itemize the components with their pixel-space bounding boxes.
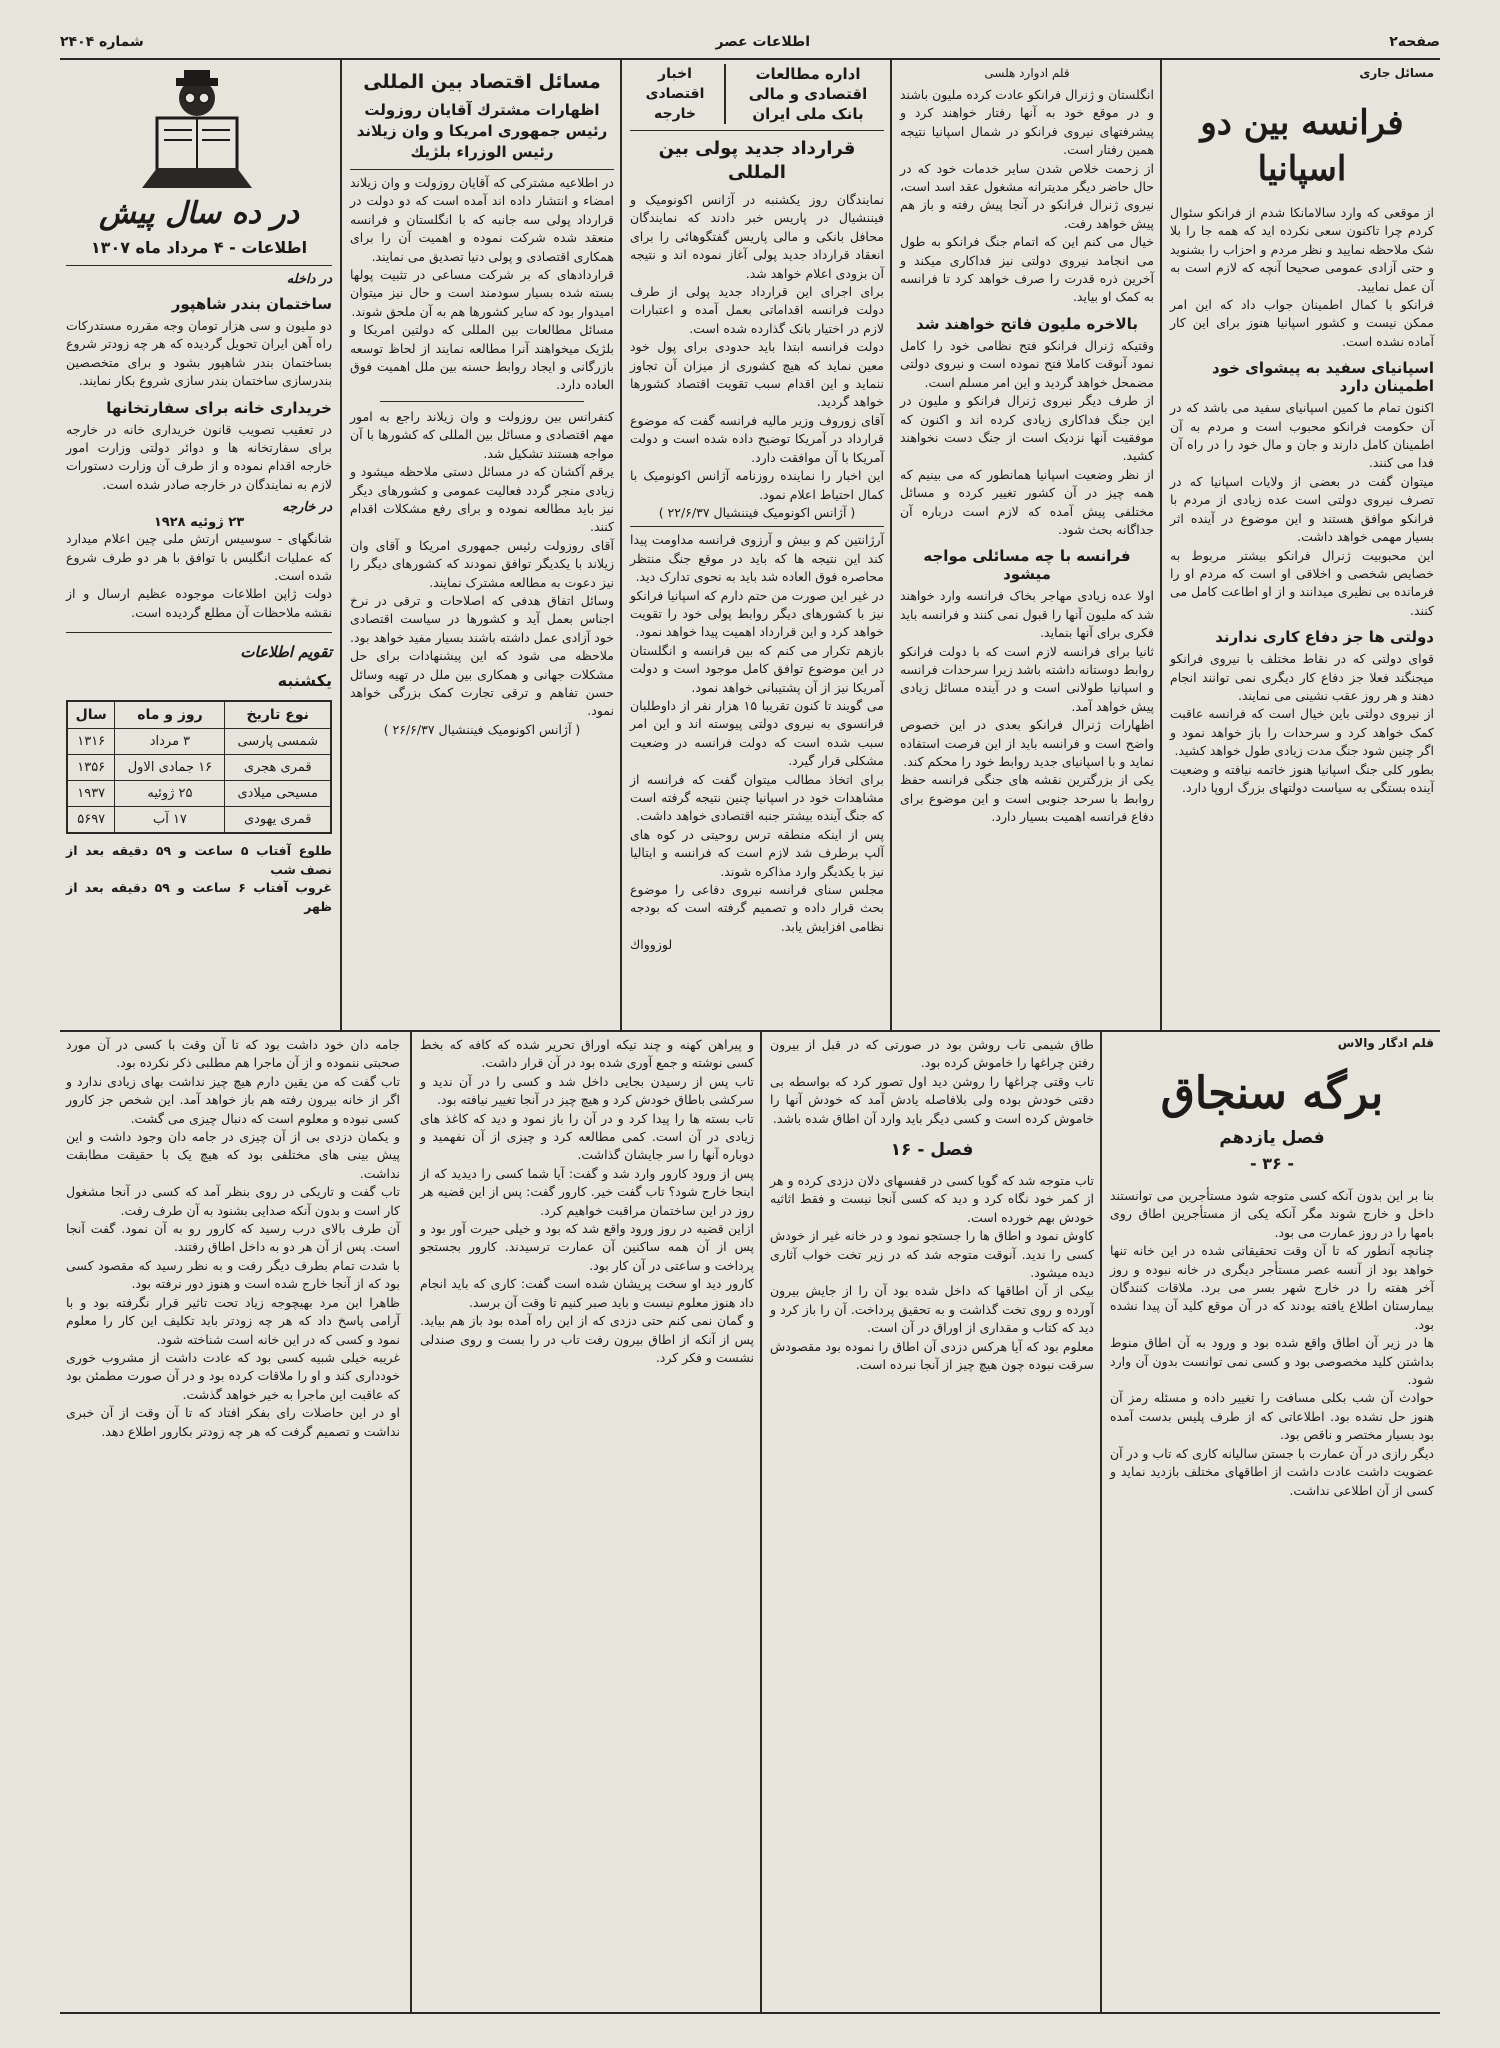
article-paragraph: برای اتخاذ مطالب میتوان گفت که فرانسه از مشاهدات خود در اسپانیا چنین نتیجه گرفته است که جنگ آینده بیشتر جنبه اقتصادی خواهد داشت. bbox=[630, 771, 884, 824]
serial-title: برگه سنجاق bbox=[1160, 1068, 1384, 1119]
calendar-header: نوع تاریخ bbox=[225, 701, 331, 729]
article-signature: لوزوواك bbox=[630, 937, 673, 953]
article-kicker: مسائل جاری bbox=[1359, 66, 1434, 80]
serial-paragraph: آن طرف بالای درب رسید که کارور رو به آن نمود. گفت آنجا است. پس از آن هر دو به داخل اطاق رفتند. bbox=[66, 1221, 400, 1255]
calendar-cell: ۱۹۳۷ bbox=[67, 781, 115, 807]
article-paragraph: قراردادهای که بر شرکت مساعی در تثبیت پولها بسته شده بسیار سودمند است و حال نیز میتوان امیدوار بود که سایر کشورها هم به آن ملحق شوند. bbox=[350, 267, 614, 319]
serial-chapter-number: فصل - ۱۶ bbox=[890, 1140, 974, 1161]
separator-rule bbox=[630, 526, 884, 527]
article-paragraph: پس از اینکه منطقه ترس روحیتی در کوه های آلپ برطرف شد لازم است که فرانسه و ایتالیا نیز با یکدیگر وارد مذاکره شوند. bbox=[630, 826, 884, 879]
serial-paragraph: طاق شیمی تاب روشن بود در صورتی که در قبل از بیرون رفتن چراغها را خاموش کرده بود. bbox=[770, 1037, 1094, 1071]
serial-paragraph: و گمان نمی کنم حتی دزدی که از این راه آمده بود باز هم بیاید. پس از آنکه از اطاق بیرون رفت تاب در را بست و روی صندلی نشست و فکر کرد. bbox=[420, 1313, 754, 1365]
article-paragraph: اولا عده زیادی مهاجر بخاک فرانسه وارد خواهند شد که ملیون آنها را قبول نمی کنند و فرانسه باید فکری برای آنها بنماید. bbox=[900, 588, 1154, 641]
serial-paragraph: تاب وقتی چراغها را روشن دید اول تصور کرد که بواسطه بی دقتی خودش بوده ولی بلافاصله یادش آمد که خودش آنها را خاموش کرده است و کسی دیگر باید وارد آن اطاق شده باشد. bbox=[770, 1073, 1094, 1126]
calendar-cell: شمسی پارسی bbox=[225, 729, 331, 755]
article-paragraph: آقای زوروف وزیر مالیه فرانسه گفت که موضوع قرارداد در آمریکا توضیح داده شده است و دولت آمریکا با آن موافقت دارد. bbox=[630, 412, 884, 465]
serial-paragraph: بیکی از آن اطاقها که داخل شده بود آن را از جایش بیرون آورده و روی تخت گذاشت و به تحقیق پرداخت. آن را باز کرد و دید که کتاب و مقداری از اوراق در آن است. bbox=[770, 1283, 1094, 1336]
article-paragraph: خیال می کنم این که اتمام جنگ فرانکو به طول می انجامد نیروی دولتی نیز فداکاری میکند و آخرین ذره قدرت را صرف خواهد کرد تا فرانسه به کمک او بیاید. bbox=[900, 234, 1154, 305]
serial-paragraph: تاب گفت و تاریکی در روی بنظر آمد که کسی در آنجا مشغول کار است و بدون آنکه صدایی بشنود به آن طرف رفت. bbox=[66, 1184, 400, 1218]
article-paragraph: برای اجرای این قرارداد جدید پولی از طرف دولت فرانسه اقداماتی بعمل آمده و اعتبارات لازم در اختیار بانک گذارده شده است. bbox=[630, 284, 884, 336]
serial-paragraph: غریبه خیلی شبیه کسی بود که عادت داشت از مشروب خوری خودداری کند و او را ملاقات کرده بود و در آن صورت مطمئن بود که عاقبت این ماجرا به خیر خواهد گذشت. bbox=[66, 1349, 400, 1402]
article-subheading: فرانسه با چه مسائلی مواجه میشود bbox=[923, 547, 1131, 584]
news-paragraph: شانگهای - سوسیس ارتش ملی چین اعلام میدارد که عملیات انگلیس با توافق با هر دو طرف شروع شده است. bbox=[66, 531, 332, 584]
reader-icon bbox=[122, 68, 272, 193]
serial-paragraph: تاب پس از رسیدن بجایی داخل شد و کسی را در آن ندید و سرکشی باطاق خودش کرد و هیچ چیز در آنجا تغییر نیافته بود. bbox=[420, 1073, 754, 1108]
serial-column-2 bbox=[764, 1036, 1100, 2010]
bottom-rule bbox=[60, 2012, 1440, 2014]
news-paragraph: در تعقیب تصویب قانون خریداری خانه در خارجه برای سفارتخانه ها و دوائر دولتی وزارت امور خارجه اقدام نموده و از طرف آن وزارت دستورات لازم به نمایندگان در خارجه صادر شده است. bbox=[66, 421, 332, 492]
serial-paragraph: تاب بسته ها را پیدا کرد و در آن را باز نمود و دید که کاغذ های زیادی در آن است. کمی مطالعه کرد و چیزی از آن نفهمید و دوباره آنها را سر جایشان گذاشت. bbox=[420, 1110, 754, 1163]
article-paragraph: از نیروی دولتی باین خیال است که فرانسه عاقبت کمک خواهد کرد و سرحدات را باز خواهد نمود و اگر چنین شود جنگ مدت زیادی طول خواهد کشید. bbox=[1170, 706, 1434, 759]
sunset-time: غروب آفتاب ۶ ساعت و ۵۹ دقیقه بعد از ظهر bbox=[66, 880, 332, 914]
calendar-cell: ۲۵ ژوئیه bbox=[115, 781, 225, 807]
article-paragraph: کنفرانس بین روزولت و وان زیلاند راجع به امور مهم اقتصادی و مسائل بین المللی که کشورها با آن مواجه هستند تشکیل شد. bbox=[350, 408, 614, 461]
serial-paragraph: بنا بر این بدون آنکه کسی متوجه شود مستأجرین می توانستند داخل و خارج شوند مگر آنکه یکی از مستأجرین اطاق روی بامها را در روز عمارت می بود. bbox=[1110, 1188, 1434, 1240]
news-heading: خریداری خانه برای سفارتخانها bbox=[106, 398, 332, 417]
article-subheading: اسپانیای سفید به پیشوای خود اطمینان دارد bbox=[1212, 359, 1434, 396]
serial-paragraph: ها در زیر آن اطاق واقع شده بود و ورود به آن اطاق منوط بداشتن کلید مخصوصی بود و کسی نمی توانست بدون آن وارد شود. bbox=[1110, 1335, 1434, 1388]
news-heading: ساختمان بندر شاهپور bbox=[171, 295, 332, 313]
calendar-row bbox=[67, 807, 331, 834]
issue-number: شماره ۲۴۰۴ bbox=[60, 34, 144, 50]
article-international-economy bbox=[344, 64, 620, 1026]
article-paragraph: در غیر این صورت من حتم دارم که اسپانیا فرانکو نیز با کشورهای دیگر روابط پولی خود را تقویت خواهد کرد و این قرارداد اهمیت پیدا خواهد نمود. bbox=[630, 587, 884, 640]
article-paragraph: میتوان گفت در بعضی از ولایات اسپانیا که در تصرف نیروی دولتی است عده زیادی از مردم با فرانکو موافق هستند و این موضوع در آینده اثر بسیار مهمی خواهد داشت. bbox=[1170, 473, 1434, 545]
serial-chapter: فصل یازدهم bbox=[1219, 1128, 1325, 1148]
calendar-cell: قمری هجری bbox=[225, 755, 331, 781]
ten-years-ago-section bbox=[60, 64, 338, 1026]
foreign-date: ۲۳ ژوئیه ۱۹۲۸ bbox=[153, 515, 245, 531]
separator-rule bbox=[66, 632, 332, 633]
article-paragraph: قوای دولتی که در نقاط مختلف با نیروی فرانکو میجنگند فعلا جز دفاع کار دیگری نمی توانند انجام دهند و هر روز عقب نشینی می نمایند. bbox=[1170, 651, 1434, 703]
heading-rule bbox=[350, 169, 614, 170]
calendar-cell: ۳ مرداد bbox=[115, 729, 225, 755]
calendar-cell: ۵۶۹۷ bbox=[67, 807, 115, 834]
section-date: اطلاعات - ۴ مرداد ماه ۱۳۰۷ bbox=[90, 238, 308, 257]
economic-dept-heading: اداره مطالعات اقتصادی و مالی بانک ملی ایران bbox=[748, 65, 868, 123]
serial-paragraph: جامه دان خود داشت بود که تا آن وقت با کسی در آن مورد صحبتی ننموده و از آن ماجرا هم مطلبی ذکر نکرده بود. bbox=[66, 1037, 400, 1071]
article-paragraph: وقتیکه ژنرال فرانکو فتح نظامی خود را کامل نمود آنوقت کاملا فتح نموده است و نیروی دولتی مضمحل خواهد گردید و این امر مسلم است. bbox=[900, 337, 1154, 390]
serial-paragraph: ازاین قضیه در روز ورود واقع شد که بود و خیلی حیرت آور بود و پس از آن همه ساکنین آن عمارت ترسیدند. کارور بجستجو پرداخت و ساعتی در آن کار بود. bbox=[420, 1221, 754, 1273]
article-paragraph: فرانکو با کمال اطمینان جواب داد که این امر ممکن نیست و کشور اسپانیا هنوز برای این کار آماده نشده است. bbox=[1170, 297, 1434, 349]
section-rule bbox=[60, 1030, 1440, 1032]
masthead bbox=[60, 26, 1440, 58]
article-byline: قلم ادوارد هلسی bbox=[984, 66, 1070, 80]
article-paragraph: از نظر وضعیت اسپانیا همانطور که می بینیم که همه چیز در آن کشور تغییر کرده و مسائل مختلفی پیش آمده که لازم است درباره آن جداگانه بحث شود. bbox=[900, 466, 1154, 537]
serial-column-3 bbox=[414, 1036, 760, 2010]
column-rule bbox=[890, 60, 892, 1030]
article-source: ( آژانس اکونومیک فیننشیال ۲۲/۶/۳۷ ) bbox=[658, 504, 856, 520]
calendar-cell: ۱۳۱۶ bbox=[67, 729, 115, 755]
serial-paragraph: ظاهرا این مرد بهیچوجه زیاد تحت تاثیر قرار نگرفته بود و با آرامی پاسخ داد که هر چه زودتر باید تکلیف این کار را معلوم نمود و کسی که در این خانه است شناخته شود. bbox=[66, 1294, 400, 1347]
article-monetary-agreement bbox=[624, 64, 890, 1026]
serial-paragraph: و پیراهن کهنه و چند تیکه اوراق تحریر شده که کافه که بخط کسی نوشته و جمع آوری شده بود در آن قرار داشت. bbox=[420, 1037, 754, 1071]
article-paragraph: می گویند تا کنون تقریبا ۱۵ هزار نفر از داوطلبان فرانسوی به نیروی دولتی پیوسته اند و این امر سبب شده است که دولت فرانسه در وضعیت مشکلی قرار گیرد. bbox=[630, 697, 884, 769]
sunrise-time: طلوع آفتاب ۵ ساعت و ۵۹ دقیقه بعد از نصف شب bbox=[66, 843, 332, 877]
article-source: ( آژانس اکونومیک فیننشیال ۲۶/۶/۳۷ ) bbox=[383, 721, 581, 737]
calendar-cell: ۱۶ جمادی الاول bbox=[115, 755, 225, 781]
article-title: مسائل اقتصاد بین المللی bbox=[363, 71, 601, 93]
serial-number: - ۳۶ - bbox=[1250, 1154, 1294, 1173]
section-label-foreign: در خارجه bbox=[282, 500, 332, 516]
column-rule bbox=[760, 1032, 762, 2012]
paper-name: اطلاعات عصر bbox=[715, 34, 810, 50]
column-rule bbox=[620, 60, 622, 1030]
serial-paragraph: چنانچه آنطور که تا آن وقت تحقیقاتی شده در این خانه تنها خواهد بود از آنسه عصر مستأجر دیگری در خانه نبوده و روز آخر هفته را در خارج شهر بسر می برد. ملاقات کنندگان بیمارستان اطلاع یافته بودند که در آن موقع کلید آن پیدا نشده بود. bbox=[1110, 1243, 1434, 1332]
newspaper-reader-illustration bbox=[66, 64, 332, 194]
calendar-row bbox=[67, 755, 331, 781]
serial-paragraph: حوادث آن شب بکلی مسافت را تغییر داده و مسئله رمز آن هنوز حل نشده بود. اطلاعاتی که از طرف پلیس بدست آمده بود بسیار مختصر و ناقص بود. bbox=[1110, 1390, 1434, 1443]
calendar-row bbox=[67, 729, 331, 755]
serial-paragraph: دیگر رازی در آن عمارت با جستن سالیانه کاری که تاب و در آن عضویت داشت عادت داشت از اطاقهای مختلف بازدید نماید و کسی از آن اطلاعی نداشت. bbox=[1110, 1445, 1434, 1498]
page-label: صفحه۲ bbox=[1389, 34, 1440, 50]
calendar-header: روز و ماه bbox=[115, 701, 225, 729]
calendar-cell: ۱۳۵۶ bbox=[67, 755, 115, 781]
article-france-spain-continued bbox=[894, 64, 1160, 1026]
calendar-day: یکشنبه bbox=[277, 671, 332, 691]
column-rule bbox=[410, 1032, 412, 2012]
article-subheading: دولتی ها جز دفاع کاری ندارند bbox=[1215, 628, 1434, 647]
serial-byline: قلم ادگار والاس bbox=[1337, 1036, 1434, 1050]
serial-paragraph: پس از ورود کارور وارد شد و گفت: آیا شما کسی را دیدید که از اینجا خارج شود؟ تاب گفت خیر. کارور گفت: پس از این قضیه هر روز در این ساختمان مراقبت خواهیم کرد. bbox=[420, 1165, 754, 1218]
article-paragraph: این اخبار را نماینده روزنامه آژانس اکونومیک با کمال احتیاط اعلام نمود. bbox=[630, 468, 884, 502]
serial-paragraph: تاب گفت که من یقین دارم هیچ چیز نداشت بهای زیادی ندارد و اگر از خانه بیرون رفته هم باز خواهد آمد. این شخص جز کارور کسی نبوده و معلوم است که دنبال چیزی می گشت. bbox=[66, 1073, 400, 1126]
article-paragraph: آرژانتین کم و بیش و آرزوی فرانسه مداومت پیدا کند این نتیجه ها که باید در موقع جنگ منتظر محاصره فوق العاده شد باید به نحوی تدارک دید. bbox=[630, 532, 884, 585]
serial-paragraph: کارور دید او سخت پریشان شده است گفت: کاری که باید انجام داد هنوز معلوم نیست و باید صبر کنیم تا وقت آن برسد. bbox=[420, 1276, 754, 1310]
section-label-domestic: در داخله bbox=[286, 272, 332, 287]
serial-column-1 bbox=[1104, 1036, 1440, 2010]
article-paragraph: یکی از بزرگترین نقشه های جنگی فرانسه حفظ روابط با سرحد جنوبی است و این موضوع برای دفاع فرانسه اهمیت بسیار دارد. bbox=[900, 772, 1154, 825]
article-paragraph: آقای روزولت رئیس جمهوری امریکا و آقای وان زیلاند با یکدیگر توافق نمودند که کشورهای دیگر را نیز دعوت به مطالعه مشترک نمایند. bbox=[350, 537, 614, 590]
calendar-cell: مسیحی میلادی bbox=[225, 781, 331, 807]
article-paragraph: مسائل مطالعات بین المللی که دولتین امریکا و بلژیک میخواهند آنرا مطالعه نمایند از لحاظ توسعه بازرگانی و ایجاد روابط حسنه بین ملل اهمیت فوق العاده دارد. bbox=[350, 322, 614, 393]
column-rule bbox=[1100, 1032, 1102, 2012]
article-paragraph: وسائل اتفاق هدفی که اصلاحات و ترقی در نرخ اجناس بعمل آید و کشورها در سیاست اقتصادی خود آزادی عمل داشته باشند بسیار مفید خواهد بود. bbox=[350, 592, 614, 645]
serial-paragraph: و یکمان دزدی بی از آن چیزی در جامه دان وجود داشت و این پیش بینی های مختلفی بود که هیچ یک با حقیقت مطابقت نداشت. bbox=[66, 1129, 400, 1181]
serial-paragraph: او در این حاصلات رای بفکر افتاد که تا آن وقت از آن خبری نداشت و تصمیم گرفت که هر چه زودتر بکارور اطلاع دهد. bbox=[66, 1405, 400, 1439]
heading-rule bbox=[630, 130, 884, 131]
article-paragraph: انگلستان و ژنرال فرانکو عادت کرده ملیون باشند و در موقع خود به آنها رفتار خواهند کرد و پیشرفتهای نیروی فرانکو در شمال اسپانیا نتیجه همین رفتار است. bbox=[900, 87, 1154, 158]
serial-paragraph: با شدت تمام بطرف دیگر رفت و به نظر رسید که مقصود کسی بود که از آنجا خارج شده است و هنوز دور نرفته بود. bbox=[66, 1257, 400, 1292]
article-paragraph: این محبوبیت ژنرال فرانکو بیشتر مربوط به خصایص شخصی و اخلاقی او است که مردم او را فرمانده بی نظیری میدانند و از او اطاعت کامل می کنند. bbox=[1170, 547, 1434, 618]
article-paragraph: یرقم آکشان که در مسائل دستی ملاحظه میشود و زیادی منجر گردد فعالیت عمومی و کشورهای دیگر نیز باید مطالعه نموده و برای رفع مشکلات اقدام کنند. bbox=[350, 464, 614, 535]
calendar-header: سال bbox=[67, 701, 115, 729]
article-paragraph: بازهم تکرار می کنم که بین فرانسه و انگلستان در این موضوع توافق کامل موجود است و دولت آمریکا نیز از آن پشتیبانی خواهد نمود. bbox=[630, 642, 884, 695]
article-paragraph: بطور کلی جنگ اسپانیا هنوز خاتمه نیافته و وضعیت آینده بستگی به سیاست دولتهای بزرگ اروپا دارد. bbox=[1170, 761, 1434, 795]
article-subtitle: اظهارات مشترك آقایان روزولت رئیس جمهوری امریکا و وان زیلاند رئیس الوزراء بلژیك bbox=[356, 101, 608, 161]
column-rule bbox=[340, 60, 342, 1030]
section-banner: در ده سال پیش bbox=[99, 196, 299, 231]
article-paragraph: مجلس سنای فرانسه نیروی دفاعی را موضوع بحث قرار داده و تصمیم گرفته است که بودجه نظامی افزایش یابد. bbox=[630, 882, 884, 934]
article-paragraph: اکنون تمام ما کمین اسپانیای سفید می باشد که در آن حکومت فرانکو محبوب است و مردم به آن اطمینان کامل دارند و جان و مال خود را در راه آن فدا می کنند. bbox=[1170, 400, 1434, 471]
separator-rule bbox=[66, 265, 332, 266]
masthead-rule bbox=[60, 58, 1440, 60]
article-paragraph: اظهارات ژنرال فرانکو بعدی در این خصوص واضح است و فرانسه باید از این فرصت استفاده نماید و با اسپانیای جدید روابط خود را محکم کند. bbox=[900, 717, 1154, 769]
serial-column-4 bbox=[60, 1036, 406, 2010]
article-paragraph: ثانیا برای فرانسه لازم است که با دولت فرانکو روابط دوستانه داشته باشد زیرا سرحدات فرانسه و اسپانیا طولانی است و در آینده مسائل زیادی پیش خواهد آمد. bbox=[900, 643, 1154, 714]
calendar-heading: تقویم اطلاعات bbox=[240, 643, 332, 662]
article-paragraph: ملاحظه می شود که این پیشنهادات برای حل مشکلات جهانی و همکاری بین ملل در تهیه وسائل حسن تفاهم و ترقی تجارت کمک بزرگی خواهد نمود. bbox=[350, 648, 614, 719]
column-rule bbox=[1160, 60, 1162, 1030]
serial-paragraph: کاوش نمود و اطاق ها را جستجو نمود و در خانه غیر از خودش کسی را ندید. آنوقت متوجه شد که در زیر تخت خواب آثاری دیده میشود. bbox=[770, 1228, 1094, 1281]
news-paragraph: دو ملیون و سی هزار تومان وجه مقرره مستدرکات راه آهن ایران تحویل گردیده که هر چه زودتر شروع بساختمان بندر شاهپور بشود و برای متخصصین بندرسازی ساختمان بندر سازی شروع بکار نمایند. bbox=[66, 318, 332, 389]
article-paragraph: دولت فرانسه ابتدا باید حدودی برای پول خود معین نماید که هیچ کشوری از میزان آن تجاوز ننماید و این اقدام سبب تقویت اقتصاد کشورها خواهد گردید. bbox=[630, 339, 884, 410]
article-paragraph: از طرف دیگر نیروی ژنرال فرانکو و ملیون در این جنگ فداکاری زیادی کرده اند و اکنون که موفقیت آنها نزدیک است از جنگ دست نخواهند کشید. bbox=[900, 393, 1154, 464]
calendar-cell: ۱۷ آب bbox=[115, 807, 225, 834]
calendar-cell: قمری یهودی bbox=[225, 807, 331, 834]
article-paragraph: از موقعی که وارد سالامانکا شدم از فرانکو سئوال کردم چرا تاکنون سعی نکرده اید که همه جا را بلا شک ملاحظه نمایید و نظر مردم و احزاب را بشنوید و حتی آزادی عمومی صحیحا آنچه که لازم است به آن عمل نمایید. bbox=[1170, 205, 1434, 294]
article-subheading: بالاخره ملیون فاتح خواهند شد bbox=[916, 314, 1138, 333]
article-title: فرانسه بین دو اسپانیا bbox=[1200, 103, 1404, 189]
calendar-row bbox=[67, 781, 331, 807]
article-paragraph: از زحمت خلاص شدن سایر خدمات خود که در حال حاضر دیگر مدیترانه مشغول عقد اسد است، نیروی ژنرال فرانکو در آنجا پیش رفته و باز هم پیش خواهد رفت. bbox=[900, 160, 1154, 231]
separator-rule bbox=[380, 401, 584, 402]
economic-news-label: اخبار اقتصادی خارجه bbox=[630, 64, 726, 124]
serial-paragraph: تاب متوجه شد که گویا کسی در قفسهای دلان دزدی کرده و هر از کمر خود نگاه کرد و دید که کسی آنجا نیست و فقط اثاثیه خودش بهم خورده است. bbox=[770, 1173, 1094, 1225]
article-france-spain bbox=[1164, 64, 1440, 1026]
calendar-table bbox=[66, 700, 332, 834]
article-paragraph: نمایندگان روز یکشنبه در آژانس اکونومیک و فیننشیال در پاریس خبر دادند که نمایندگان محافل بانکی و مالی پاریس گفتگوهائی را برای انعقاد قرارداد جدید پولی آغاز نموده اند و نتیجه آن بزودی اعلام خواهد شد. bbox=[630, 192, 884, 281]
serial-paragraph: معلوم بود که آیا هرکس دزدی آن اطاق را نموده بود مقصودش سرقت نبوده چون هیچ چیز از آنجا نبرده است. bbox=[770, 1338, 1094, 1373]
news-paragraph: دولت ژاپن اطلاعات موجوده عظیم ارسال و از نقشه ملاحظات آن مطلع گردیده است. bbox=[66, 586, 332, 620]
article-title: قرارداد جدید پولی بین المللی bbox=[658, 138, 856, 183]
article-paragraph: در اطلاعیه مشترکی که آقایان روزولت و وان زیلاند امضاء و انتشار داده اند آمده است که دو دولت در قرارداد پولی سه جانبه که با انگلستان و فرانسه منعقد شده شرکت نموده و اهمیت آن را برای همکاری اقتصادی و پولی دنیا تصدیق می نمایند. bbox=[350, 175, 614, 264]
